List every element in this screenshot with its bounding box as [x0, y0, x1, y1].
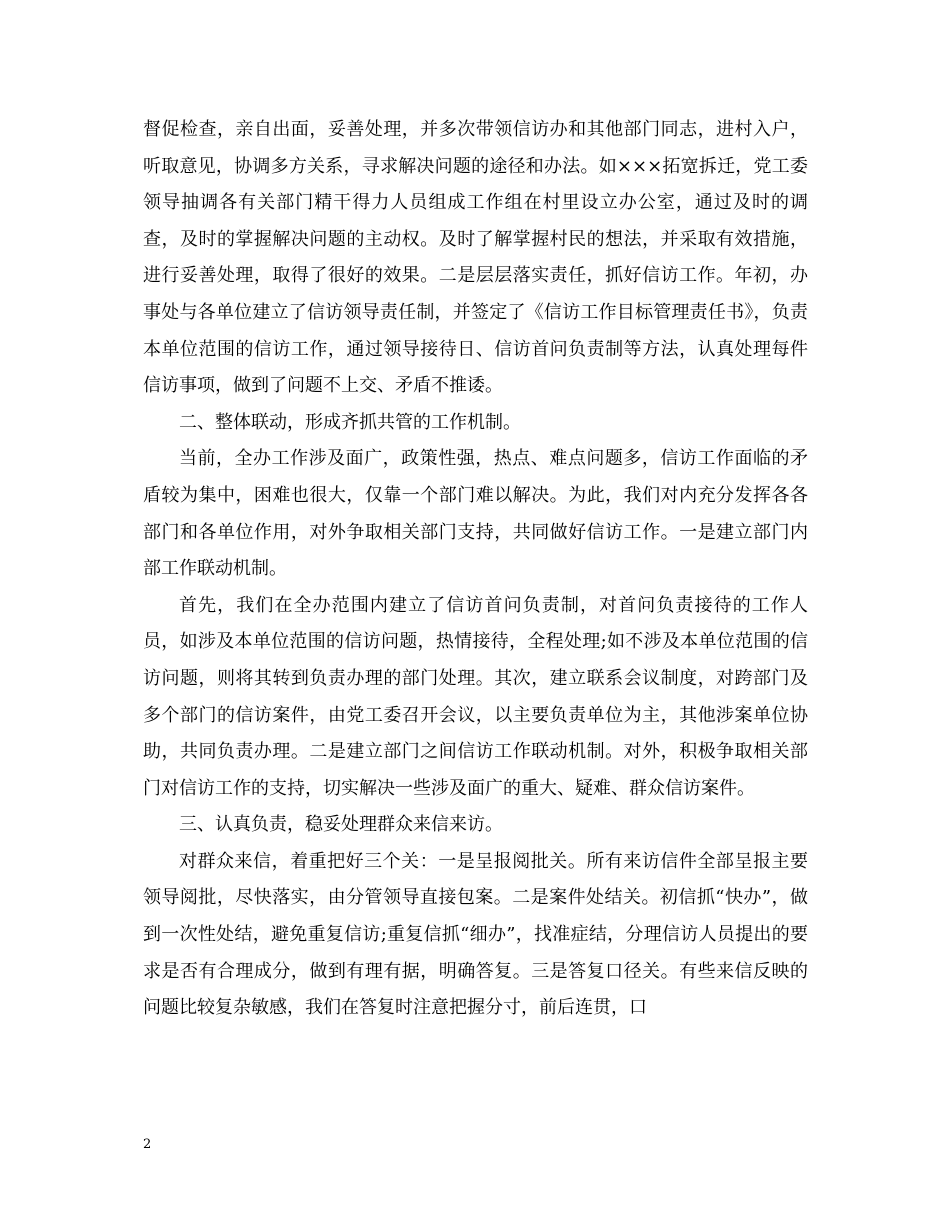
paragraph-continuation: 督促检查，亲自出面，妥善处理，并多次带领信访办和其他部门同志，进村入户，听取意见，协调多方关系，寻求解决问题的途径和办法。如×××拓宽拆迁，党工委领导抽调各有关部门精干得力人员组成工作组在村里设立办公室，通过及时的调查，及时的掌握解决问题的主动权。及时了解掌握村民的想法，并采取有效措施，进行妥善处理，取得了很好的效果。二是层层落实责任，抓好信访工作。年初，办事处与各单位建立了信访领导责任制，并签定了《信访工作目标管理责任书》，负责本单位范围的信访工作，通过领导接待日、信访首问负责制等方法，认真处理每件信访事项，做到了问题不上交、矛盾不推诿。	[143, 119, 808, 397]
document-body	[143, 112, 808, 1027]
section-heading-3: 三、认真负责，稳妥处理群众来信来访。	[179, 814, 503, 836]
paragraph: 对群众来信，着重把好三个关：一是呈报阅批关。所有来访信件全部呈报主要领导阅批，尽快落实，由分管领导直接包案。二是案件处结关。初信抓“快办”，做到一次性处结，避免重复信访;重复信抓“细办”，找准症结，分理信访人员提出的要求是否有合理成分，做到有理有据，明确答复。三是答复口径关。有些来信反映的问题比较复杂敏感，我们在答复时注意把握分寸，前后连贯，口	[143, 850, 808, 1019]
section-heading-2: 二、整体联动，形成齐抓共管的工作机制。	[179, 411, 521, 433]
page-number: 2	[143, 1137, 152, 1152]
paragraph: 当前，全办工作涉及面广，政策性强，热点、难点问题多，信访工作面临的矛盾较为集中，困难也很大，仅靠一个部门难以解决。为此，我们对内充分发挥各各部门和各单位作用，对外争取相关部门支持，共同做好信访工作。一是建立部门内部工作联动机制。	[143, 448, 808, 580]
paragraph: 首先，我们在全办范围内建立了信访首问负责制，对首问负责接待的工作人员，如涉及本单位范围的信访问题，热情接待，全程处理;如不涉及本单位范围的信访问题，则将其转到负责办理的部门处理。其次，建立联系会议制度，对跨部门及多个部门的信访案件，由党工委召开会议，以主要负责单位为主，其他涉案单位协助，共同负责办理。二是建立部门之间信访工作联动机制。对外，积极争取相关部门对信访工作的支持，切实解决一些涉及面广的重大、疑难、群众信访案件。	[143, 594, 808, 799]
